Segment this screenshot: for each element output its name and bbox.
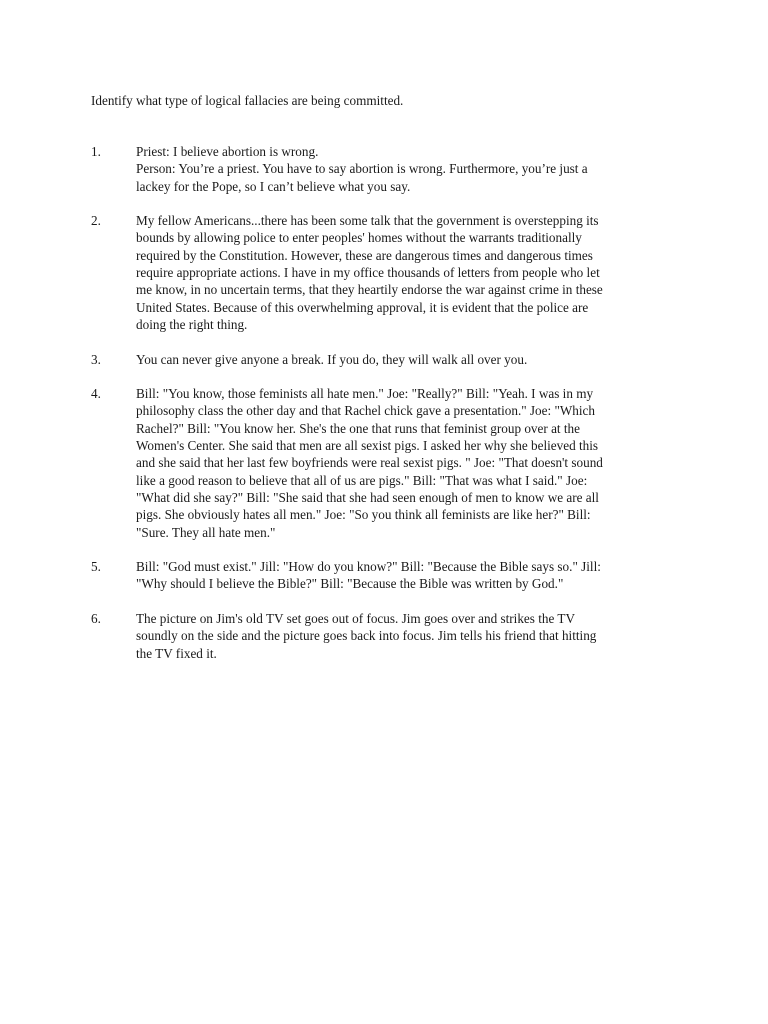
question-text-line: bounds by allowing police to enter peoples' homes without the warrants traditionally	[136, 230, 582, 246]
question-number: 2.	[91, 213, 101, 229]
question-item	[91, 351, 691, 368]
question-item	[91, 212, 691, 333]
question-text	[136, 143, 676, 195]
question-number: 5.	[91, 559, 101, 575]
question-text-line: "Why should I believe the Bible?" Bill: "Because the Bible was written by God."	[136, 576, 564, 592]
question-text-line: like a good reason to believe that all of us are pigs." Bill: "That was what I said." Joe:	[136, 472, 588, 488]
question-number: 6.	[91, 611, 101, 627]
question-text-line: United States. Because of this overwhelming approval, it is evident that the police are	[136, 299, 589, 315]
question-text-line: "Sure. They all hate men."	[136, 524, 276, 540]
question-text-line: lackey for the Pope, so I can’t believe what you say.	[136, 178, 411, 194]
question-text-line: doing the right thing.	[136, 316, 248, 332]
question-text-line: Person: You’re a priest. You have to say abortion is wrong. Furthermore, you’re just a	[136, 161, 588, 177]
question-item	[91, 558, 691, 593]
instruction-text: Identify what type of logical fallacies are being committed.	[91, 93, 404, 108]
question-text	[136, 212, 676, 333]
question-item	[91, 143, 691, 195]
question-text-line: soundly on the side and the picture goes back into focus. Jim tells his friend that hitting	[136, 628, 597, 644]
question-text	[136, 385, 676, 541]
question-text-line: "What did she say?" Bill: "She said that she had seen enough of men to know we are all	[136, 489, 599, 505]
question-item	[91, 385, 691, 541]
question-number: 1.	[91, 144, 101, 159]
question-text-line: philosophy class the other day and that Rachel chick gave a presentation." Joe: "Which	[136, 403, 595, 419]
question-text-line: Rachel?" Bill: "You know her. She's the one that runs that feminist group over at the	[136, 420, 580, 436]
question-text-line: Priest: I believe abortion is wrong.	[136, 144, 319, 159]
question-text-line: pigs. She obviously hates all men." Joe: "So you think all feminists are like her?" Bill:	[136, 507, 591, 523]
question-text-line: Women's Center. She said that men are all sexist pigs. I asked her why she believed this	[136, 438, 599, 454]
question-text-line: the TV fixed it.	[136, 645, 217, 661]
question-number: 3.	[91, 351, 101, 367]
question-list	[91, 143, 691, 679]
question-text-line: My fellow Americans...there has been some talk that the government is overstepping its	[136, 213, 599, 229]
question-text-line: You can never give anyone a break. If you do, they will walk all over you.	[136, 351, 528, 367]
question-text-line: and she said that her last few boyfriends were real sexist pigs. " Joe: "That doesn't sound	[136, 455, 603, 471]
question-text-line: required by the Constitution. However, these are dangerous times and dangerous times	[136, 247, 593, 263]
question-text-line: me know, in no uncertain terms, that they heartily endorse the war against crime in these	[136, 282, 603, 298]
question-number: 4.	[91, 386, 101, 402]
question-text-line: Bill: "God must exist." Jill: "How do you know?" Bill: "Because the Bible says so." Jill:	[136, 559, 601, 575]
question-text-line: Bill: "You know, those feminists all hate men." Joe: "Really?" Bill: "Yeah. I was in my	[136, 386, 594, 402]
question-item	[91, 610, 691, 662]
question-text	[136, 351, 676, 368]
question-text	[136, 558, 676, 593]
question-text-line: require appropriate actions. I have in my office thousands of letters from people who let	[136, 265, 600, 281]
question-text	[136, 610, 676, 662]
question-text-line: The picture on Jim's old TV set goes out of focus. Jim goes over and strikes the TV	[136, 611, 575, 627]
